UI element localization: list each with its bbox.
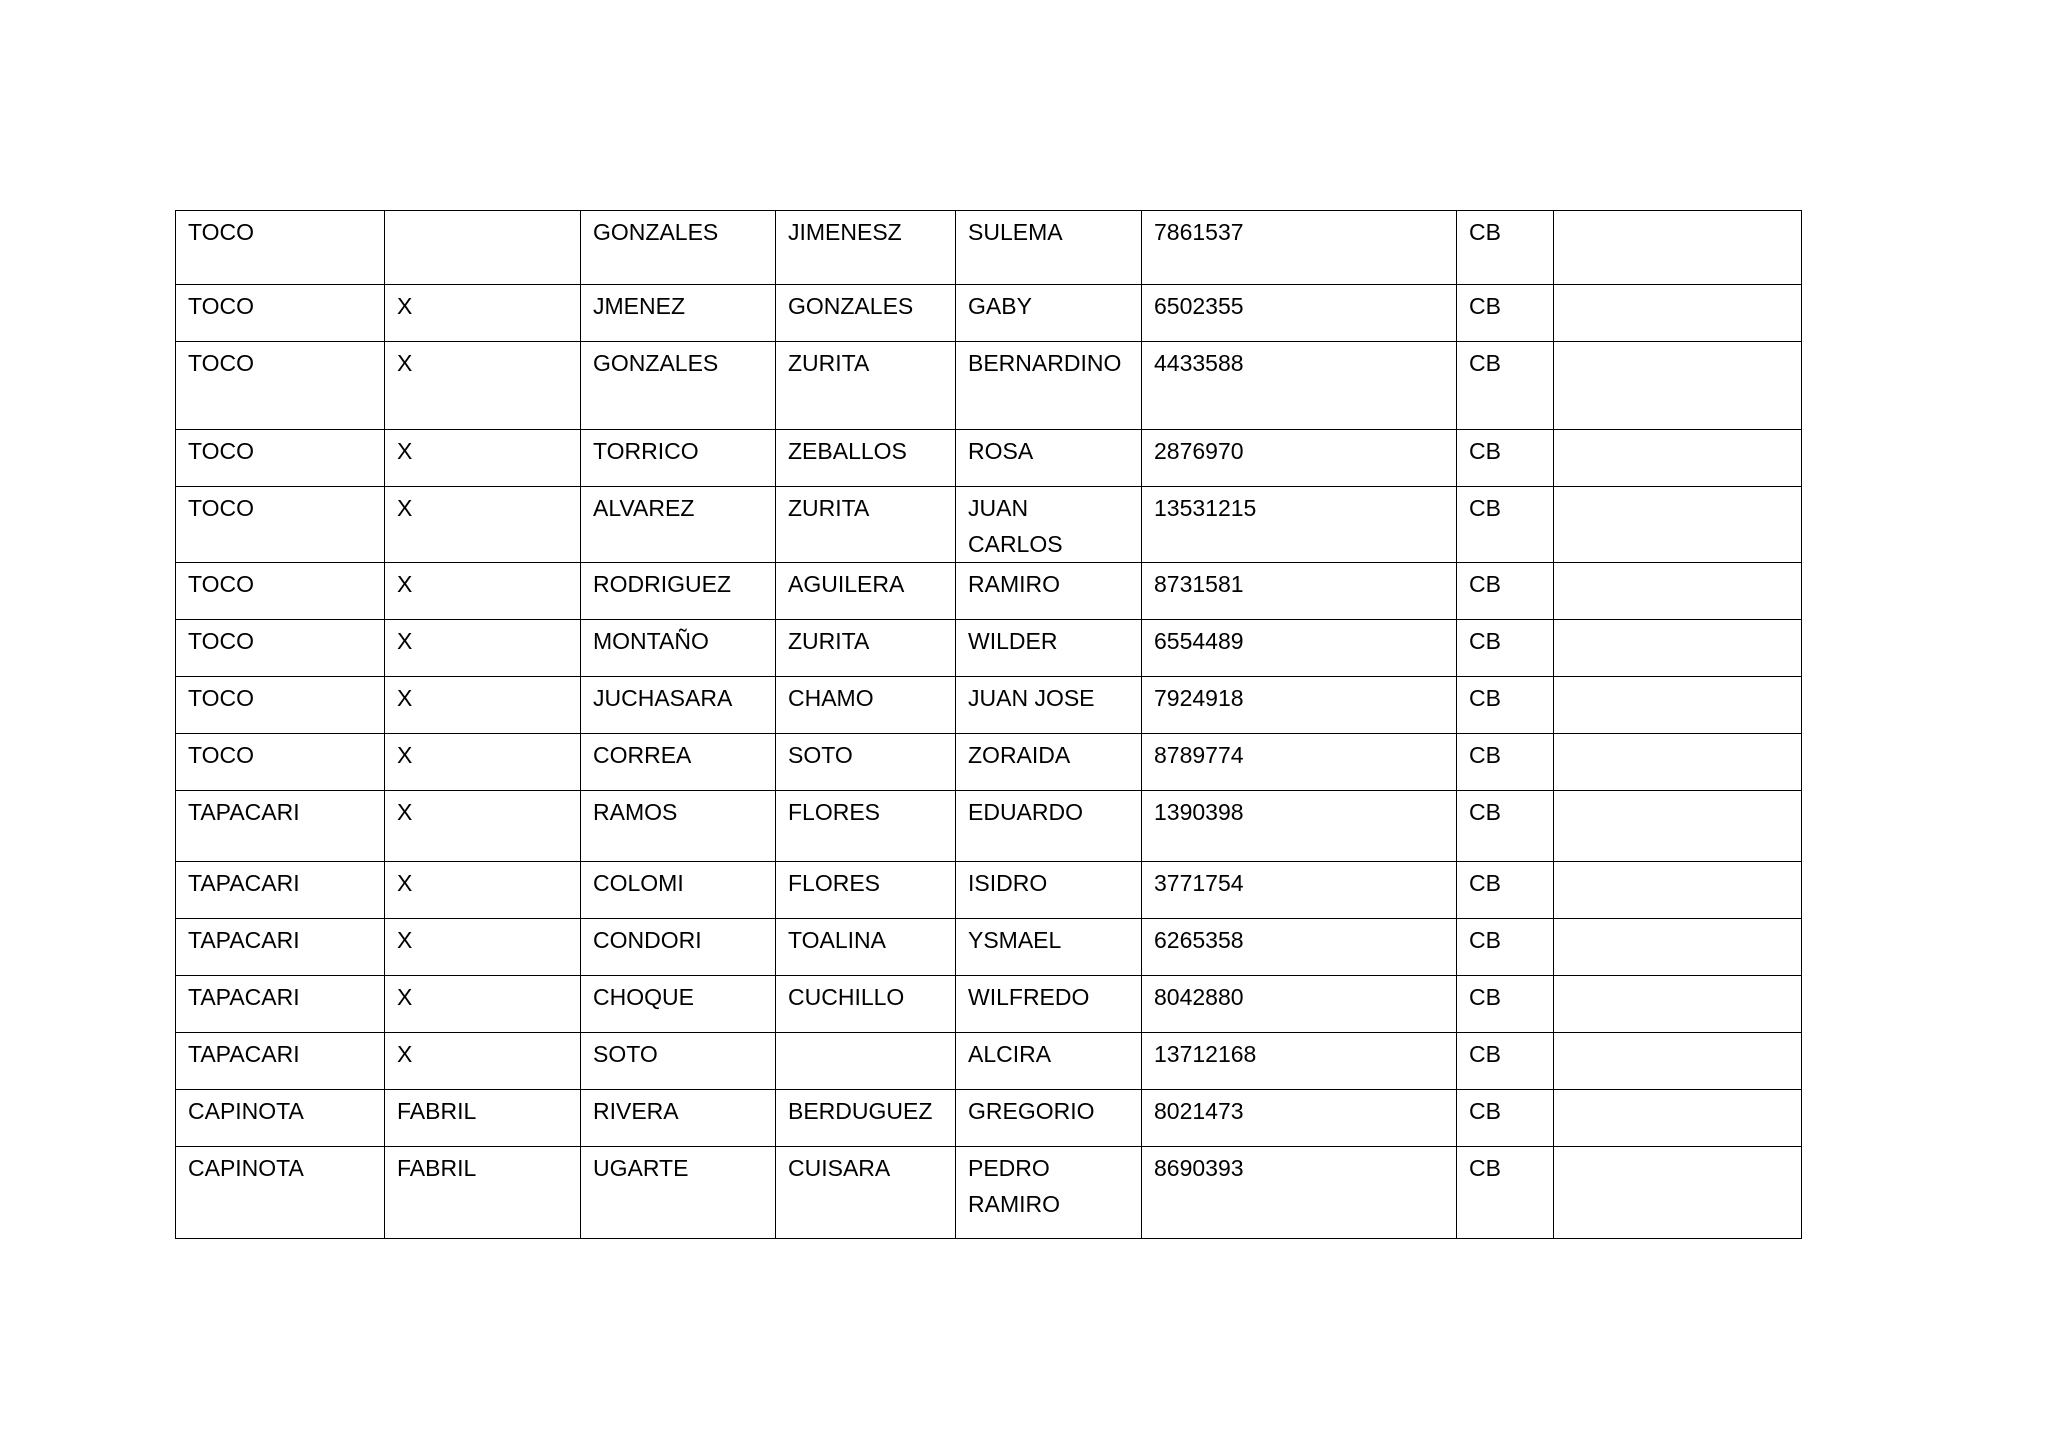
municipality-cell: TAPACARI <box>176 862 385 919</box>
given-name-cell: JUAN CARLOS <box>956 487 1142 563</box>
table-row <box>176 976 1802 1033</box>
department-cell: CB <box>1457 342 1554 430</box>
department-cell: CB <box>1457 430 1554 487</box>
blank-cell <box>1554 1147 1802 1239</box>
mark-cell: X <box>385 919 581 976</box>
mark-cell: X <box>385 620 581 677</box>
id-number-cell: 1390398 <box>1142 791 1457 862</box>
first-surname-cell: SOTO <box>581 1033 776 1090</box>
department-cell: CB <box>1457 487 1554 563</box>
id-number-cell: 7924918 <box>1142 677 1457 734</box>
table-row <box>176 430 1802 487</box>
id-number-cell: 6502355 <box>1142 285 1457 342</box>
municipality-cell: TOCO <box>176 430 385 487</box>
blank-cell <box>1554 430 1802 487</box>
mark-cell: X <box>385 430 581 487</box>
first-surname-cell: ALVAREZ <box>581 487 776 563</box>
second-surname-cell: CUCHILLO <box>776 976 956 1033</box>
second-surname-cell: SOTO <box>776 734 956 791</box>
first-surname-cell: CHOQUE <box>581 976 776 1033</box>
table-row <box>176 1033 1802 1090</box>
table-row <box>176 1147 1802 1239</box>
mark-cell: FABRIL <box>385 1147 581 1239</box>
table-row <box>176 285 1802 342</box>
second-surname-cell: GONZALES <box>776 285 956 342</box>
blank-cell <box>1554 342 1802 430</box>
id-number-cell: 8690393 <box>1142 1147 1457 1239</box>
given-name-cell: PEDRO RAMIRO <box>956 1147 1142 1239</box>
department-cell: CB <box>1457 734 1554 791</box>
mark-cell: X <box>385 563 581 620</box>
table-row <box>176 342 1802 430</box>
second-surname-cell: CUISARA <box>776 1147 956 1239</box>
department-cell: CB <box>1457 862 1554 919</box>
municipality-cell: TOCO <box>176 342 385 430</box>
municipality-cell: TAPACARI <box>176 1033 385 1090</box>
first-surname-cell: RODRIGUEZ <box>581 563 776 620</box>
second-surname-cell: CHAMO <box>776 677 956 734</box>
blank-cell <box>1554 1033 1802 1090</box>
id-number-cell: 8021473 <box>1142 1090 1457 1147</box>
second-surname-cell: JIMENESZ <box>776 211 956 285</box>
department-cell: CB <box>1457 211 1554 285</box>
first-surname-cell: TORRICO <box>581 430 776 487</box>
blank-cell <box>1554 487 1802 563</box>
blank-cell <box>1554 677 1802 734</box>
department-cell: CB <box>1457 1147 1554 1239</box>
mark-cell: X <box>385 1033 581 1090</box>
id-number-cell: 8789774 <box>1142 734 1457 791</box>
registry-table <box>175 210 1802 1239</box>
first-surname-cell: RAMOS <box>581 791 776 862</box>
municipality-cell: TOCO <box>176 677 385 734</box>
second-surname-cell: ZURITA <box>776 342 956 430</box>
mark-cell: X <box>385 976 581 1033</box>
id-number-cell: 13531215 <box>1142 487 1457 563</box>
id-number-cell: 13712168 <box>1142 1033 1457 1090</box>
id-number-cell: 6554489 <box>1142 620 1457 677</box>
table-row <box>176 563 1802 620</box>
second-surname-cell: ZURITA <box>776 620 956 677</box>
blank-cell <box>1554 1090 1802 1147</box>
blank-cell <box>1554 791 1802 862</box>
department-cell: CB <box>1457 285 1554 342</box>
mark-cell: X <box>385 734 581 791</box>
first-surname-cell: RIVERA <box>581 1090 776 1147</box>
municipality-cell: TOCO <box>176 211 385 285</box>
second-surname-cell: ZEBALLOS <box>776 430 956 487</box>
second-surname-cell: TOALINA <box>776 919 956 976</box>
first-surname-cell: CONDORI <box>581 919 776 976</box>
registry-table-body <box>176 211 1802 1239</box>
department-cell: CB <box>1457 620 1554 677</box>
table-row <box>176 677 1802 734</box>
department-cell: CB <box>1457 919 1554 976</box>
mark-cell: X <box>385 342 581 430</box>
municipality-cell: TAPACARI <box>176 976 385 1033</box>
table-row <box>176 734 1802 791</box>
department-cell: CB <box>1457 563 1554 620</box>
department-cell: CB <box>1457 791 1554 862</box>
mark-cell: X <box>385 862 581 919</box>
table-row <box>176 919 1802 976</box>
first-surname-cell: MONTAÑO <box>581 620 776 677</box>
first-surname-cell: UGARTE <box>581 1147 776 1239</box>
blank-cell <box>1554 563 1802 620</box>
given-name-cell: ALCIRA <box>956 1033 1142 1090</box>
blank-cell <box>1554 734 1802 791</box>
mark-cell: X <box>385 487 581 563</box>
given-name-cell: WILFREDO <box>956 976 1142 1033</box>
id-number-cell: 8731581 <box>1142 563 1457 620</box>
given-name-cell: JUAN JOSE <box>956 677 1142 734</box>
id-number-cell: 3771754 <box>1142 862 1457 919</box>
second-surname-cell: BERDUGUEZ <box>776 1090 956 1147</box>
first-surname-cell: CORREA <box>581 734 776 791</box>
given-name-cell: GABY <box>956 285 1142 342</box>
second-surname-cell: FLORES <box>776 791 956 862</box>
mark-cell <box>385 211 581 285</box>
given-name-cell: ROSA <box>956 430 1142 487</box>
mark-cell: X <box>385 285 581 342</box>
id-number-cell: 2876970 <box>1142 430 1457 487</box>
blank-cell <box>1554 211 1802 285</box>
first-surname-cell: COLOMI <box>581 862 776 919</box>
table-row <box>176 1090 1802 1147</box>
blank-cell <box>1554 976 1802 1033</box>
blank-cell <box>1554 285 1802 342</box>
table-row <box>176 791 1802 862</box>
department-cell: CB <box>1457 1090 1554 1147</box>
municipality-cell: TOCO <box>176 487 385 563</box>
first-surname-cell: JUCHASARA <box>581 677 776 734</box>
id-number-cell: 8042880 <box>1142 976 1457 1033</box>
mark-cell: X <box>385 791 581 862</box>
municipality-cell: TOCO <box>176 285 385 342</box>
given-name-cell: EDUARDO <box>956 791 1142 862</box>
municipality-cell: CAPINOTA <box>176 1147 385 1239</box>
second-surname-cell: ZURITA <box>776 487 956 563</box>
municipality-cell: TOCO <box>176 620 385 677</box>
municipality-cell: TOCO <box>176 563 385 620</box>
department-cell: CB <box>1457 976 1554 1033</box>
department-cell: CB <box>1457 677 1554 734</box>
table-row <box>176 487 1802 563</box>
given-name-cell: BERNARDINO <box>956 342 1142 430</box>
first-surname-cell: GONZALES <box>581 211 776 285</box>
second-surname-cell: FLORES <box>776 862 956 919</box>
given-name-cell: YSMAEL <box>956 919 1142 976</box>
blank-cell <box>1554 919 1802 976</box>
given-name-cell: WILDER <box>956 620 1142 677</box>
second-surname-cell <box>776 1033 956 1090</box>
first-surname-cell: JMENEZ <box>581 285 776 342</box>
id-number-cell: 7861537 <box>1142 211 1457 285</box>
table-row <box>176 620 1802 677</box>
table-row <box>176 862 1802 919</box>
mark-cell: FABRIL <box>385 1090 581 1147</box>
id-number-cell: 4433588 <box>1142 342 1457 430</box>
department-cell: CB <box>1457 1033 1554 1090</box>
given-name-cell: GREGORIO <box>956 1090 1142 1147</box>
id-number-cell: 6265358 <box>1142 919 1457 976</box>
municipality-cell: TAPACARI <box>176 791 385 862</box>
first-surname-cell: GONZALES <box>581 342 776 430</box>
given-name-cell: RAMIRO <box>956 563 1142 620</box>
table-row <box>176 211 1802 285</box>
given-name-cell: ZORAIDA <box>956 734 1142 791</box>
second-surname-cell: AGUILERA <box>776 563 956 620</box>
given-name-cell: SULEMA <box>956 211 1142 285</box>
blank-cell <box>1554 620 1802 677</box>
mark-cell: X <box>385 677 581 734</box>
municipality-cell: CAPINOTA <box>176 1090 385 1147</box>
municipality-cell: TOCO <box>176 734 385 791</box>
blank-cell <box>1554 862 1802 919</box>
given-name-cell: ISIDRO <box>956 862 1142 919</box>
municipality-cell: TAPACARI <box>176 919 385 976</box>
